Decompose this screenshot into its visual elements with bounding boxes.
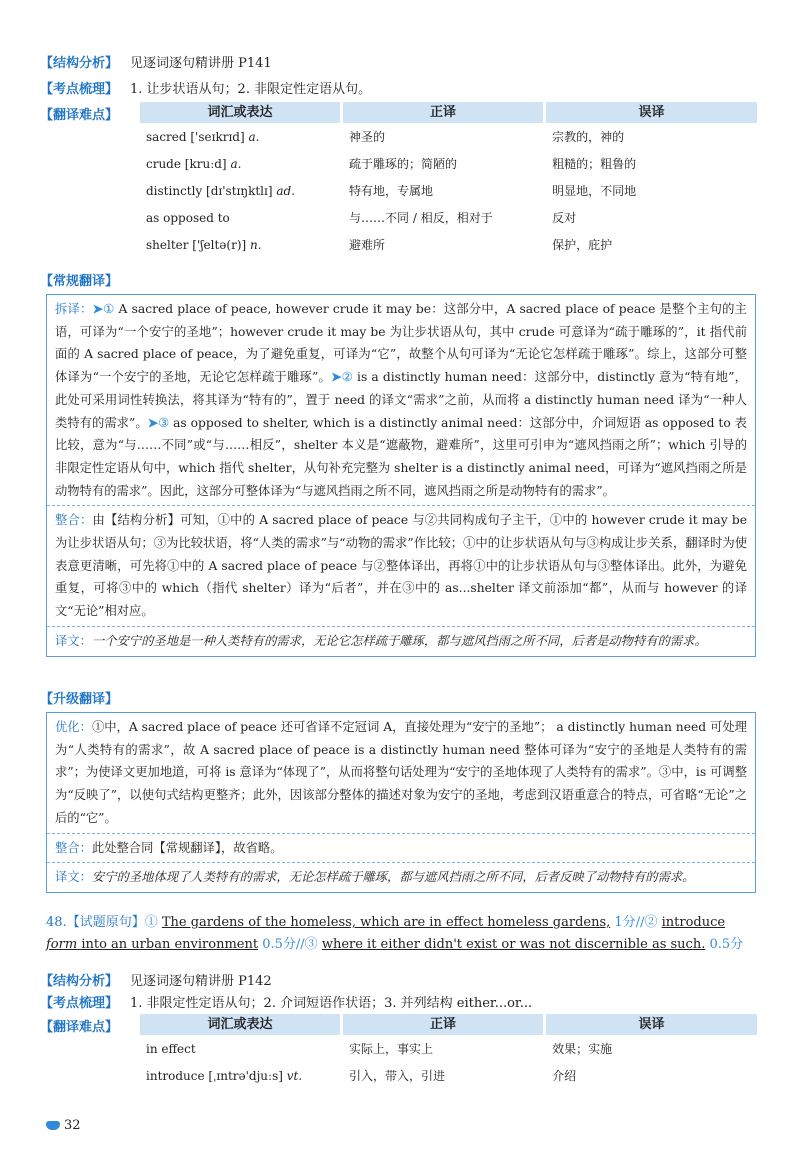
- chaiyi-part-1: A sacred place of peace, however crude it may be：这部分中，A sacred place of peace 是整个主句的主语，可译为“一个安宁的圣地”；however crude it may be 为让步状语从句，其中 crude 可意译为“疏于雕琢的”，it 指代前面的 A sacred place of peace，为了避免重复，可译为“它”，故整个从句可译为“无论它怎样疏于雕琢”。综上，这部分可整体译为“一个安宁的圣地，无论它怎样疏于雕琢”。: [55, 302, 747, 385]
- wrong: 介绍: [552, 1069, 577, 1083]
- key-points-row-2: [40, 992, 532, 1011]
- sentence-part-3: where it either didn't exist or was not discernible as such.: [321, 937, 706, 952]
- chaiyi-part-3: as opposed to shelter, which is a distinctly animal need：这部分中，介词短语 as opposed to 表比较，意为“与……不同”或“与……相反”，shelter 本义是“遮蔽物，避难所”，这里可引申为“遮风挡雨之所”；which 引导的非限定性定语从句中，which 指代 shelter，从句补充完整为 shelter is a distinctly animal need，可译为“遮风挡雨之所是动物特有的需求”。因此，这部分可整体译为“与遮风挡雨之所不同，遮风挡雨之所是动物特有的需求”。: [55, 415, 747, 498]
- difficulty-label: 【翻译难点】: [40, 108, 119, 123]
- zhenghe-text: 由【结构分析】可知，①中的 A sacred place of peace 与②共同构成句子主干，①中的 however crude it may be 为让步状语从句；③为比较状语，将“人类的需求”与“动物的需求”作比较；①中的让步状语从句与③构成让步关系，翻译时为使表意更清晰，可先将①中的 A sacred place of peace 与②整体译出，再将①中的让步状语从句与③整体译出。此外，为避免重复，可将③中的 which（指代 shelter）译为“后者”，并在③中的 as...shelter 译文前添加“都”，从而与 however 的译文“无论”相对应。: [55, 513, 747, 619]
- regular-translation-box: [46, 294, 756, 657]
- chaiyi-label: 拆译：: [55, 302, 93, 316]
- upgrade-translation-heading: [40, 688, 118, 707]
- circle-2-icon: ②: [644, 915, 658, 930]
- correct: 避难所: [349, 238, 386, 252]
- circle-2-icon: ②: [341, 370, 353, 385]
- regular-translation-label: 【常规翻译】: [40, 274, 119, 289]
- chaiyi-part-2: is a distinctly human need：这部分中，distinctly 意为“特有地”，此处可采用词性转换法，将其译为“特有的”，置于 need 的译文“需求”之前，从而将 a distinctly human need 译为“一种人类特有的需求”。: [55, 370, 747, 430]
- page-number: 32: [64, 1118, 81, 1133]
- structure-analysis-row-2: [40, 970, 272, 989]
- question-tag: 【试题原句】: [66, 915, 145, 930]
- wrong: 明显地，不同地: [552, 184, 637, 198]
- term: as opposed to: [146, 210, 230, 225]
- pos: a.: [230, 156, 242, 171]
- header-wrong: 误译: [546, 102, 757, 123]
- term: crude [kruːd]: [146, 156, 227, 171]
- correct: 神圣的: [349, 130, 386, 144]
- table-row: [140, 1062, 760, 1089]
- difficulty-label: 【翻译难点】: [40, 1020, 119, 1035]
- graduation-cap-icon: [46, 1121, 60, 1130]
- difficulty-row-2: [40, 1016, 118, 1035]
- sentence-part-1: The gardens of the homeless, which are in effect homeless gardens,: [161, 915, 611, 930]
- term: shelter ['ʃeltə(r)]: [146, 237, 247, 252]
- correct: 实际上，事实上: [349, 1042, 434, 1056]
- key-points-value: 1. 让步状语从句；2. 非限定性定语从句。: [130, 82, 372, 97]
- score-2: 0.5分: [262, 937, 296, 952]
- structure-analysis-label: 【结构分析】: [40, 56, 119, 71]
- pos: ad.: [276, 183, 296, 198]
- pos: a.: [248, 129, 260, 144]
- score-1: 1分: [614, 915, 636, 930]
- table-row: [140, 177, 760, 204]
- regular-translation-heading: [40, 270, 118, 289]
- score-3: 0.5分: [709, 937, 744, 952]
- yiwen-label: 译文：: [55, 870, 92, 885]
- circle-1-icon: ①: [144, 915, 158, 930]
- structure-analysis-row: [40, 52, 272, 71]
- yiwen-text: 一个安宁的圣地是一种人类特有的需求，无论它怎样疏于雕琢，都与遮风挡雨之所不同，后者是动物特有的需求。: [91, 633, 707, 648]
- vocab-table-2: [140, 1014, 760, 1089]
- header-term: 词汇或表达: [140, 102, 340, 123]
- zhenghe-label: 整合：: [55, 513, 93, 528]
- header-wrong: 误译: [546, 1014, 757, 1035]
- term: in effect: [146, 1041, 196, 1056]
- structure-analysis-value: 见逐词逐句精讲册 P141: [130, 56, 272, 71]
- vocab-table-1: [140, 102, 760, 258]
- page-footer: [46, 1118, 81, 1133]
- sentence-part-2: introduce form into an urban environment: [46, 915, 726, 952]
- structure-analysis-value: 见逐词逐句精讲册 P142: [130, 974, 272, 989]
- yiwen-section: [47, 627, 755, 656]
- vocab-table-header: [140, 102, 760, 123]
- zhenghe-section: [47, 834, 755, 864]
- youhua-text: ①中，A sacred place of peace 还可省译不定冠词 A，直接处理为“安宁的圣地”； a distinctly human need 可处理为“人类特有的需求”，故 A sacred place of peace is a distinctly human need 整体可译为“安宁的圣地是人类特有的需求”；为使译文更加地道，可将 is 意译为“体现了”，从而将整句话处理为“安宁的圣地体现了人类特有的需求”。③中，is 可调整为“反映了”，以使句式结构更整齐；此外，因该部分整体的描述对象为安宁的圣地，考虑到汉语重意合的特点，可省略“无论”之后的“它”。: [55, 720, 747, 825]
- table-row: [140, 150, 760, 177]
- header-correct: 正译: [343, 102, 543, 123]
- yiwen-section: [47, 863, 755, 892]
- arrow-right-icon: ➤: [92, 301, 103, 316]
- circle-3-icon: ③: [304, 937, 318, 952]
- wrong: 粗糙的；粗鲁的: [552, 157, 637, 171]
- term: introduce [ˌɪntrə'djuːs]: [146, 1068, 283, 1083]
- table-row: [140, 231, 760, 258]
- correct: 特有地，专属地: [349, 184, 434, 198]
- header-correct: 正译: [343, 1014, 543, 1035]
- wrong: 宗教的，神的: [552, 130, 625, 144]
- term: distinctly [dɪ'stɪŋktlɪ]: [146, 183, 273, 198]
- yiwen-text: 安宁的圣地体现了人类特有的需求，无论怎样疏于雕琢，都与遮风挡雨之所不同，后者反映了动物特有的需求。: [91, 870, 695, 885]
- pos: vt.: [286, 1068, 303, 1083]
- pos: n.: [250, 237, 262, 252]
- circle-3-icon: ③: [158, 415, 170, 430]
- youhua-section: [47, 713, 755, 834]
- wrong: 反对: [552, 211, 577, 225]
- zhenghe-label: 整合：: [55, 840, 92, 855]
- upgrade-translation-label: 【升级翻译】: [40, 692, 119, 707]
- difficulty-row: [40, 104, 118, 123]
- question-48: [46, 912, 758, 956]
- key-points-value: 1. 非限定性定语从句；2. 介词短语作状语；3. 并列结构 either...or...: [130, 996, 533, 1011]
- chaiyi-section: [47, 295, 755, 506]
- upgrade-translation-box: [46, 712, 756, 893]
- wrong: 保护，庇护: [552, 238, 613, 252]
- key-points-label: 【考点梳理】: [40, 996, 119, 1011]
- key-points-label: 【考点梳理】: [40, 82, 119, 97]
- table-row: [140, 123, 760, 150]
- correct: 疏于雕琢的；简陋的: [349, 157, 458, 171]
- vocab-table-header: [140, 1014, 760, 1035]
- yiwen-label: 译文：: [55, 633, 92, 648]
- question-number: 48.: [46, 915, 67, 930]
- arrow-right-icon: ➤: [331, 369, 342, 385]
- table-row: [140, 1035, 760, 1062]
- youhua-label: 优化：: [55, 720, 92, 734]
- header-term: 词汇或表达: [140, 1014, 340, 1035]
- zhenghe-section: [47, 506, 755, 627]
- wrong: 效果；实施: [552, 1042, 613, 1056]
- table-row: [140, 204, 760, 231]
- circle-1-icon: ①: [102, 302, 115, 316]
- zhenghe-text: 此处整合同【常规翻译】，故省略。: [91, 840, 283, 855]
- separator: //: [295, 937, 305, 952]
- key-points-row: [40, 78, 371, 97]
- separator: //: [635, 915, 645, 930]
- arrow-right-icon: ➤: [147, 414, 158, 430]
- correct: 与……不同 / 相反，相对于: [349, 211, 493, 225]
- structure-analysis-label: 【结构分析】: [40, 974, 119, 989]
- correct: 引入，带入，引进: [349, 1069, 446, 1083]
- term: sacred ['seɪkrɪd]: [146, 129, 245, 144]
